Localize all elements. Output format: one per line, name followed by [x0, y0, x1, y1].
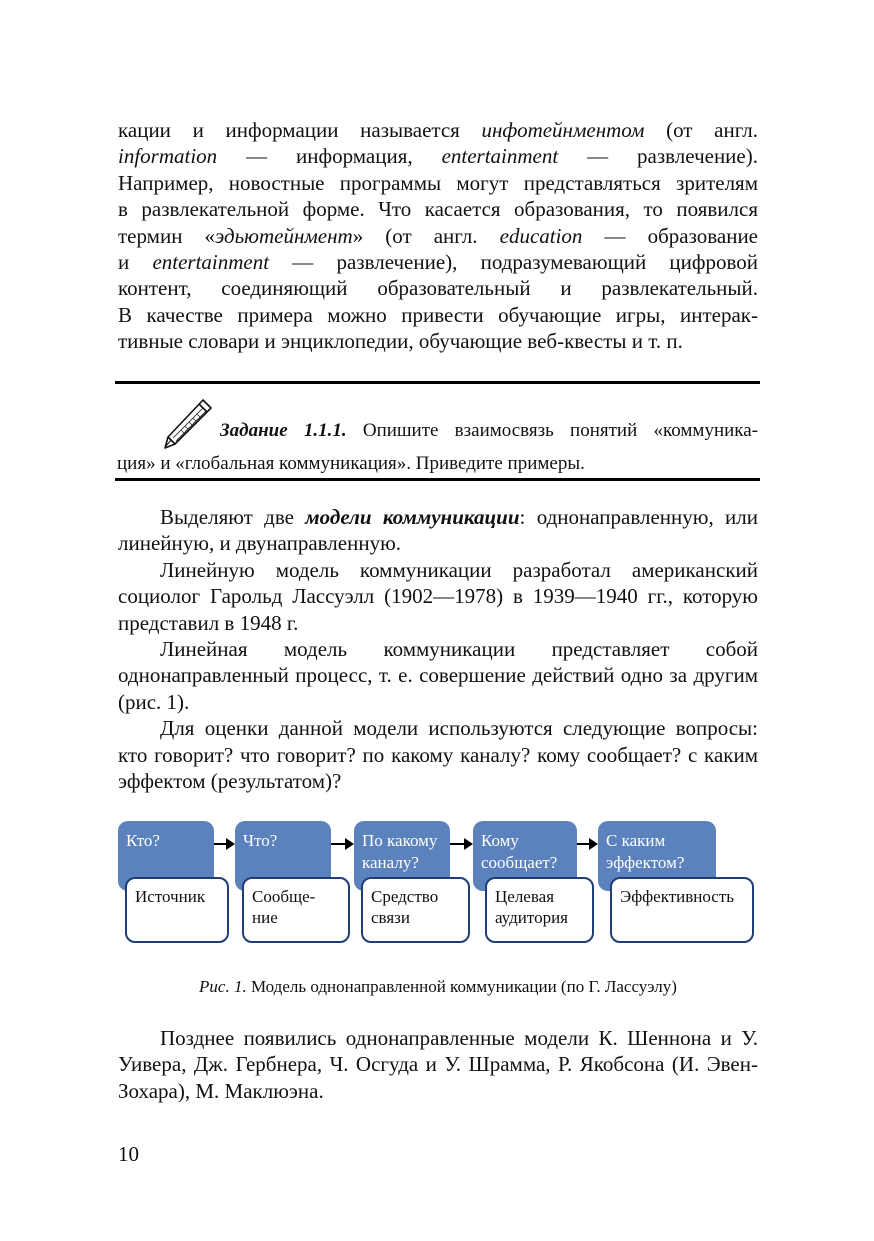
paragraph-lasswell: Линейную модель коммуникации разработал американский социолог Гарольд Лассуэлл (1902—1978) в 1939—1940 гг., которую представил в 1948 г. — [118, 557, 758, 635]
lasswell-diagram — [118, 818, 758, 948]
term-information: information — [118, 144, 218, 169]
intro-line: контент, соединяющий образовательный и развлекательный. — [118, 276, 758, 301]
text: и — [118, 250, 153, 275]
answer-box-message: Сообще-ние — [242, 877, 350, 943]
term-education: education — [499, 223, 583, 248]
task-text: Опишите взаимосвязь понятий «коммуника- — [346, 420, 758, 441]
question-box-effect: С каким эффектом? — [598, 821, 716, 891]
answer-box-source: Источник — [125, 877, 229, 943]
paragraph-linear: Линейная модель коммуникации представляет собой однонаправленный процесс, т. е. совершение действий одно за другим (рис. 1). — [118, 637, 758, 714]
task-text-line2: ция» и «глобальная коммуникация». Приведите примеры. — [117, 453, 585, 474]
models-section — [118, 504, 758, 794]
text: : однонаправленную, или линейную, и двунаправленную. — [118, 505, 758, 556]
question-box-what: Что? — [235, 821, 331, 891]
term-edutainment: эдьютейнмент — [215, 223, 353, 248]
arrow-2 — [331, 843, 352, 845]
intro-line — [118, 223, 758, 249]
text: — образование — [582, 223, 758, 248]
intro-paragraph — [118, 117, 758, 355]
caption-label: Рис. 1. — [199, 977, 247, 996]
answer-box-channel: Средство связи — [361, 877, 470, 943]
paragraph-closing: Позднее появились однонаправленные модели К. Шеннона и У. Уивера, Дж. Гербнера, Ч. Осгуда и У. Шрамма, Р. Якобсона (И. Эвен-Зохара), М. Маклюэна. — [118, 1026, 758, 1103]
intro-line — [118, 249, 758, 275]
caption-text: Модель однонаправленной коммуникации (по Г. Лассуэлу) — [246, 977, 677, 996]
term-communication-models: модели коммуникации — [305, 505, 520, 529]
text: Выделяют две — [160, 505, 306, 529]
closing-section — [118, 1025, 758, 1104]
term-entertainment: entertainment — [441, 144, 559, 169]
intro-line — [118, 143, 758, 169]
figure-caption — [118, 976, 758, 998]
intro-line: Например, новостные программы могут представляться зрителям — [118, 170, 758, 195]
arrow-1 — [214, 843, 233, 845]
task-text-line1 — [220, 419, 758, 443]
text: — информация, — [217, 144, 442, 169]
intro-line: тивные словари и энциклопедии, обучающие веб-квесты и т. п. — [118, 329, 683, 354]
answer-box-audience: Целевая аудитория — [485, 877, 594, 943]
question-box-who: Кто? — [118, 821, 214, 891]
question-box-whom: Кому сообщает? — [473, 821, 577, 891]
term-entertainment: entertainment — [152, 250, 270, 275]
answer-box-effectiveness: Эффективность — [610, 877, 754, 943]
text: кации и информации называется — [118, 118, 482, 142]
task-box — [115, 381, 760, 481]
pencil-icon — [159, 396, 215, 452]
text: — развлечение), подразумевающий цифровой — [269, 250, 758, 275]
text: термин « — [118, 223, 216, 248]
paragraph-models — [118, 504, 758, 557]
page-number: 10 — [118, 1142, 139, 1166]
paragraph-questions: Для оценки данной модели используются следующие вопросы: кто говорит? что говорит? по какому каналу? кому сообщает? с каким эффектом (результатом)? — [118, 716, 758, 794]
text: — развлечение). — [558, 144, 758, 169]
intro-line — [118, 117, 758, 143]
arrow-3 — [450, 843, 471, 845]
term-infotainment: инфотейнментом — [481, 118, 645, 142]
intro-line: в развлекательной форме. Что касается образования, то появился — [118, 197, 758, 222]
question-box-channel: По какому каналу? — [354, 821, 450, 891]
intro-line: В качестве примера можно привести обучающие игры, интерак- — [118, 302, 758, 327]
arrow-4 — [577, 843, 596, 845]
text: » (от англ. — [352, 223, 500, 248]
text: (от англ. — [644, 118, 758, 142]
task-label: Задание 1.1.1. — [220, 420, 347, 441]
